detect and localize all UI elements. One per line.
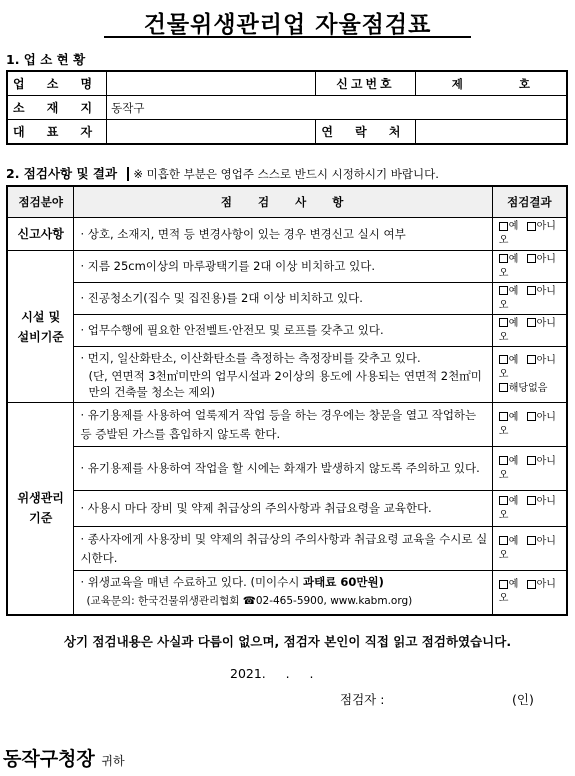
checklist-row — [7, 491, 567, 527]
header-category: 점검분야 — [7, 186, 74, 218]
category-facilities: 시설 및 설비기준 — [7, 251, 74, 403]
no-label: 아니오 — [498, 253, 556, 279]
check-item: · 지름 25cm이상의 마루광택기를 2대 이상 비치하고 있다. — [74, 251, 492, 283]
na-label: 해당없음 — [508, 382, 548, 394]
yes-label: 예 — [508, 495, 519, 507]
checklist-row — [7, 283, 567, 315]
category-report: 신고사항 — [7, 218, 74, 251]
location-field[interactable]: 동작구 — [107, 96, 567, 120]
check-item-text: · 위생교육을 매년 수료하고 있다. (미이수시 과태료 60만원) — [80, 575, 384, 590]
checklist-row — [7, 251, 567, 283]
business-info-table — [6, 70, 568, 145]
checklist-row — [7, 218, 567, 251]
section2-heading: 2. 점검사항 및 결과 — [6, 166, 118, 181]
check-item: · 유기용제를 사용하여 작업을 할 시에는 화재가 발생하지 않도록 주의하고 있다. — [74, 447, 492, 491]
yes-checkbox[interactable] — [499, 254, 508, 263]
check-item-note: (단, 연면적 3천㎡미만의 업무시설과 2이상의 용도에 사용되는 연면적 2천㎡미만의 건축물 청소는 제외) — [88, 369, 482, 399]
checklist-row — [7, 315, 567, 347]
no-checkbox[interactable] — [527, 536, 536, 545]
check-item: · 업무수행에 필요한 안전벨트·안전모 및 로프를 갖추고 있다. — [74, 315, 492, 347]
header-items: 점 검 사 항 — [74, 186, 492, 218]
check-item: · 종사자에게 사용장비 및 약제의 취급상의 주의사항과 취급요령 교육을 수시로 실시한다. — [74, 527, 492, 571]
section2-note: ※ 미흡한 부분은 영업주 스스로 반드시 시정하시기 바랍니다. — [127, 167, 439, 181]
header-result: 점검결과 — [492, 186, 567, 218]
yes-label: 예 — [508, 455, 519, 467]
report-no-label: 신고번호 — [316, 71, 416, 96]
result-cell — [492, 218, 567, 251]
result-cell — [492, 527, 567, 571]
yes-checkbox[interactable] — [499, 412, 508, 421]
recipient-footer — [3, 744, 125, 771]
result-cell — [492, 491, 567, 527]
checklist-row — [7, 527, 567, 571]
check-item: · 상호, 소재지, 면적 등 변경사항이 있는 경우 변경신고 실시 여부 — [74, 218, 492, 251]
yes-checkbox[interactable] — [499, 580, 508, 589]
check-item — [74, 571, 492, 615]
check-item-text: · 먼지, 일산화탄소, 이산화탄소를 측정하는 측정장비를 갖추고 있다. — [80, 351, 421, 365]
document-title: 건물위생관리업 자율점검표 — [143, 12, 432, 38]
yes-checkbox[interactable] — [499, 496, 508, 505]
result-cell — [492, 283, 567, 315]
yes-label: 예 — [508, 411, 519, 423]
checklist-header-row — [7, 186, 567, 218]
no-checkbox[interactable] — [527, 412, 536, 421]
no-label: 아니오 — [498, 285, 556, 311]
no-label: 아니오 — [498, 579, 556, 605]
no-checkbox[interactable] — [527, 286, 536, 295]
no-label: 아니오 — [498, 411, 556, 437]
contact-field[interactable] — [415, 120, 567, 145]
yes-label: 예 — [508, 535, 519, 547]
no-checkbox[interactable] — [527, 254, 536, 263]
no-label: 아니오 — [498, 495, 556, 521]
checklist-row — [7, 403, 567, 447]
yes-label: 예 — [508, 285, 519, 297]
checklist-row — [7, 571, 567, 615]
checklist-row — [7, 347, 567, 403]
result-cell — [492, 315, 567, 347]
penalty-text: 과태료 60만원) — [303, 575, 384, 590]
no-checkbox[interactable] — [527, 355, 536, 364]
date-field[interactable]: 2021. . . — [230, 666, 314, 681]
category-hygiene: 위생관리 기준 — [7, 403, 74, 615]
result-cell — [492, 447, 567, 491]
check-item: · 사용시 마다 장비 및 약제 취급상의 주의사항과 취급요령을 교육한다. — [74, 491, 492, 527]
check-item: · 유기용제를 사용하여 얼룩제거 작업 등을 하는 경우에는 창문을 열고 작업하는 등 증발된 가스를 흡입하지 않도록 한다. — [74, 403, 492, 447]
no-label: 아니오 — [498, 535, 556, 561]
no-checkbox[interactable] — [527, 456, 536, 465]
no-checkbox[interactable] — [527, 580, 536, 589]
report-no-field[interactable]: 제 호 — [415, 71, 567, 96]
yes-checkbox[interactable] — [499, 222, 508, 231]
check-item: · 진공청소기(집수 및 집진용)를 2대 이상 비치하고 있다. — [74, 283, 492, 315]
section2-header — [6, 164, 439, 182]
representative-label: 대 표 자 — [7, 120, 107, 145]
result-cell — [492, 571, 567, 615]
contact-label: 연 락 처 — [316, 120, 416, 145]
business-name-label: 업 소 명 — [7, 71, 107, 96]
education-contact: (교육문의: 한국건물위생관리협회 ☎02-465-5900, www.kabm.org) — [86, 595, 413, 608]
checklist-row — [7, 447, 567, 491]
seal-mark[interactable]: (인) — [512, 692, 534, 707]
recipient-suffix: 귀하 — [101, 754, 125, 768]
yes-label: 예 — [508, 354, 519, 366]
inspector-label: 점검자 : — [340, 692, 385, 707]
yes-checkbox[interactable] — [499, 286, 508, 295]
na-checkbox[interactable] — [499, 383, 508, 392]
yes-label: 예 — [508, 221, 519, 232]
no-checkbox[interactable] — [527, 318, 536, 327]
result-cell — [492, 251, 567, 283]
no-label: 아니오 — [498, 317, 556, 343]
yes-label: 예 — [508, 579, 519, 591]
title-underline — [104, 36, 471, 38]
yes-label: 예 — [508, 253, 519, 265]
representative-field[interactable] — [107, 120, 316, 145]
business-name-field[interactable] — [107, 71, 316, 96]
result-cell — [492, 347, 567, 403]
section1-heading: 1. 업 소 현 황 — [6, 52, 86, 67]
confirmation-statement: 상기 점검내용은 사실과 다름이 없으며, 점검자 본인이 직접 읽고 점검하였습니다. — [63, 634, 512, 649]
no-label: 아니오 — [498, 221, 556, 246]
check-item — [74, 347, 492, 403]
no-label: 아니오 — [498, 354, 556, 380]
no-label: 아니오 — [498, 455, 556, 481]
yes-checkbox[interactable] — [499, 355, 508, 364]
yes-checkbox[interactable] — [499, 536, 508, 545]
yes-checkbox[interactable] — [499, 318, 508, 327]
no-checkbox[interactable] — [527, 496, 536, 505]
result-cell — [492, 403, 567, 447]
no-checkbox[interactable] — [527, 222, 536, 231]
recipient-name: 동작구청장 — [3, 748, 95, 770]
yes-checkbox[interactable] — [499, 456, 508, 465]
checklist-table — [6, 185, 568, 616]
yes-label: 예 — [508, 317, 519, 329]
location-label: 소 재 지 — [7, 96, 107, 120]
